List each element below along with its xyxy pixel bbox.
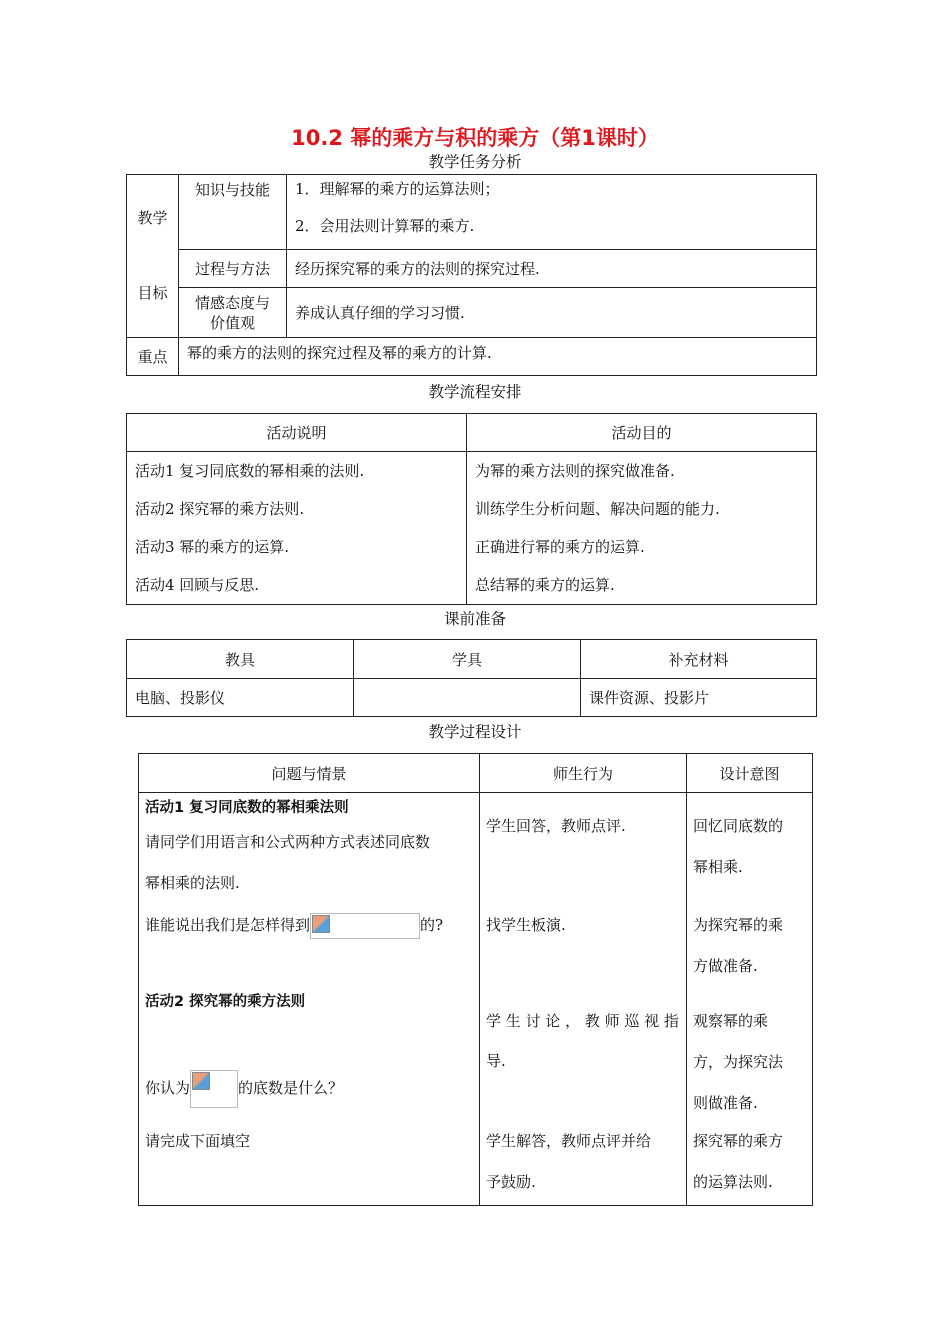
key-label: 重点 (127, 338, 179, 376)
list-item: 活动4 回顾与反思. (135, 576, 260, 594)
behavior-b: 找学生板演. (486, 916, 566, 934)
prep-header-student: 学具 (354, 640, 581, 679)
formula-image (190, 1070, 238, 1108)
activity1-line2: 幂相乘的法则. (145, 874, 240, 892)
flow-purposes-cell (467, 452, 817, 605)
image-placeholder-icon (192, 1072, 210, 1090)
activity1-line1: 请同学们用语言和公式两种方式表述同底数 (145, 833, 431, 851)
goal-label-1: 教学 (137, 209, 168, 227)
prep-header-supplement: 补充材料 (581, 640, 817, 679)
behavior-d2: 予鼓励. (486, 1173, 536, 1191)
fill-blank-prompt: 请完成下面填空 (145, 1132, 251, 1150)
intent-b2: 方做准备. (693, 957, 758, 975)
list-item: 活动1 复习同底数的幂相乘的法则. (135, 462, 365, 480)
intent-c2: 方，为探究法 (693, 1053, 784, 1071)
activity1-question: 谁能说出我们是怎样得到 的? (145, 913, 443, 939)
image-placeholder-icon (312, 915, 330, 933)
knowledge-content: 1．理解幂的乘方的运算法则； 2．会用法则计算幂的乘方. (287, 175, 817, 250)
prep-value-supplement: 课件资源、投影片 (581, 679, 817, 717)
list-item: 活动3 幂的乘方的运算. (135, 538, 290, 556)
key-content: 幂的乘方的法则的探究过程及幂的乘方的计算. (179, 338, 817, 376)
behavior-c2: 导. (486, 1052, 506, 1070)
intent-a2: 幂相乘. (693, 858, 743, 876)
flow-table (126, 413, 817, 605)
goal-label-2: 目标 (137, 284, 168, 302)
flow-header-activity: 活动说明 (127, 414, 467, 452)
prep-value-teacher: 电脑、投影仪 (127, 679, 354, 717)
formula-image (310, 913, 420, 939)
process-design-table (138, 753, 813, 1206)
intent-a1: 回忆同底数的 (693, 817, 784, 835)
prep-header-teacher: 教具 (127, 640, 354, 679)
behavior-cell (480, 793, 687, 1206)
process-content: 经历探究幂的乘方的法则的探究过程. (287, 250, 817, 288)
behavior-d1: 学生解答，教师点评并给 (486, 1132, 652, 1150)
flow-activities-cell (127, 452, 467, 605)
intent-cell (687, 793, 813, 1206)
goal-label-cell (127, 175, 179, 338)
intent-d2: 的运算法则. (693, 1173, 773, 1191)
design-header-behavior: 师生行为 (480, 754, 687, 793)
intent-d1: 探究幂的乘方 (693, 1132, 784, 1150)
attitude-content: 养成认真仔细的学习习惯. (287, 288, 817, 338)
intent-b1: 为探究幂的乘 (693, 916, 784, 934)
list-item: 为幂的乘方法则的探究做准备. (475, 462, 675, 480)
flow-header-purpose: 活动目的 (467, 414, 817, 452)
behavior-a: 学生回答，教师点评. (486, 817, 626, 835)
list-item: 正确进行幂的乘方的运算. (475, 538, 645, 556)
section-caption-process-design: 教学过程设计 (428, 723, 522, 741)
list-item: 总结幂的乘方的运算. (475, 576, 615, 594)
intent-c1: 观察幂的乘 (693, 1012, 769, 1030)
design-header-question: 问题与情景 (139, 754, 480, 793)
intent-c3: 则做准备. (693, 1094, 758, 1112)
question-cell (139, 793, 480, 1206)
list-item: 活动2 探究幂的乘方法则. (135, 500, 305, 518)
section-caption-preparation: 课前准备 (443, 610, 506, 628)
task-analysis-table (126, 174, 817, 376)
activity1-title: 活动1 复习同底数的幂相乘法则 (145, 800, 349, 816)
behavior-c1: 学 生 讨 论 ， 教 师 巡 视 指 (486, 1012, 679, 1030)
activity2-question: 你认为 的底数是什么？ (145, 1070, 343, 1108)
document-title: 10.2 幂的乘方与积的乘方（第1课时） (291, 126, 659, 150)
design-header-intent: 设计意图 (687, 754, 813, 793)
activity2-title: 活动2 探究幂的乘方法则 (145, 994, 306, 1010)
section-caption-flow: 教学流程安排 (428, 383, 522, 401)
prep-value-student (354, 679, 581, 717)
preparation-table (126, 639, 817, 717)
section-caption-task-analysis: 教学任务分析 (428, 153, 522, 171)
row-label-process: 过程与方法 (179, 250, 287, 288)
list-item: 训练学生分析问题、解决问题的能力. (475, 500, 720, 518)
row-label-knowledge: 知识与技能 (179, 175, 287, 250)
row-label-attitude: 情感态度与 价值观 (179, 288, 287, 338)
